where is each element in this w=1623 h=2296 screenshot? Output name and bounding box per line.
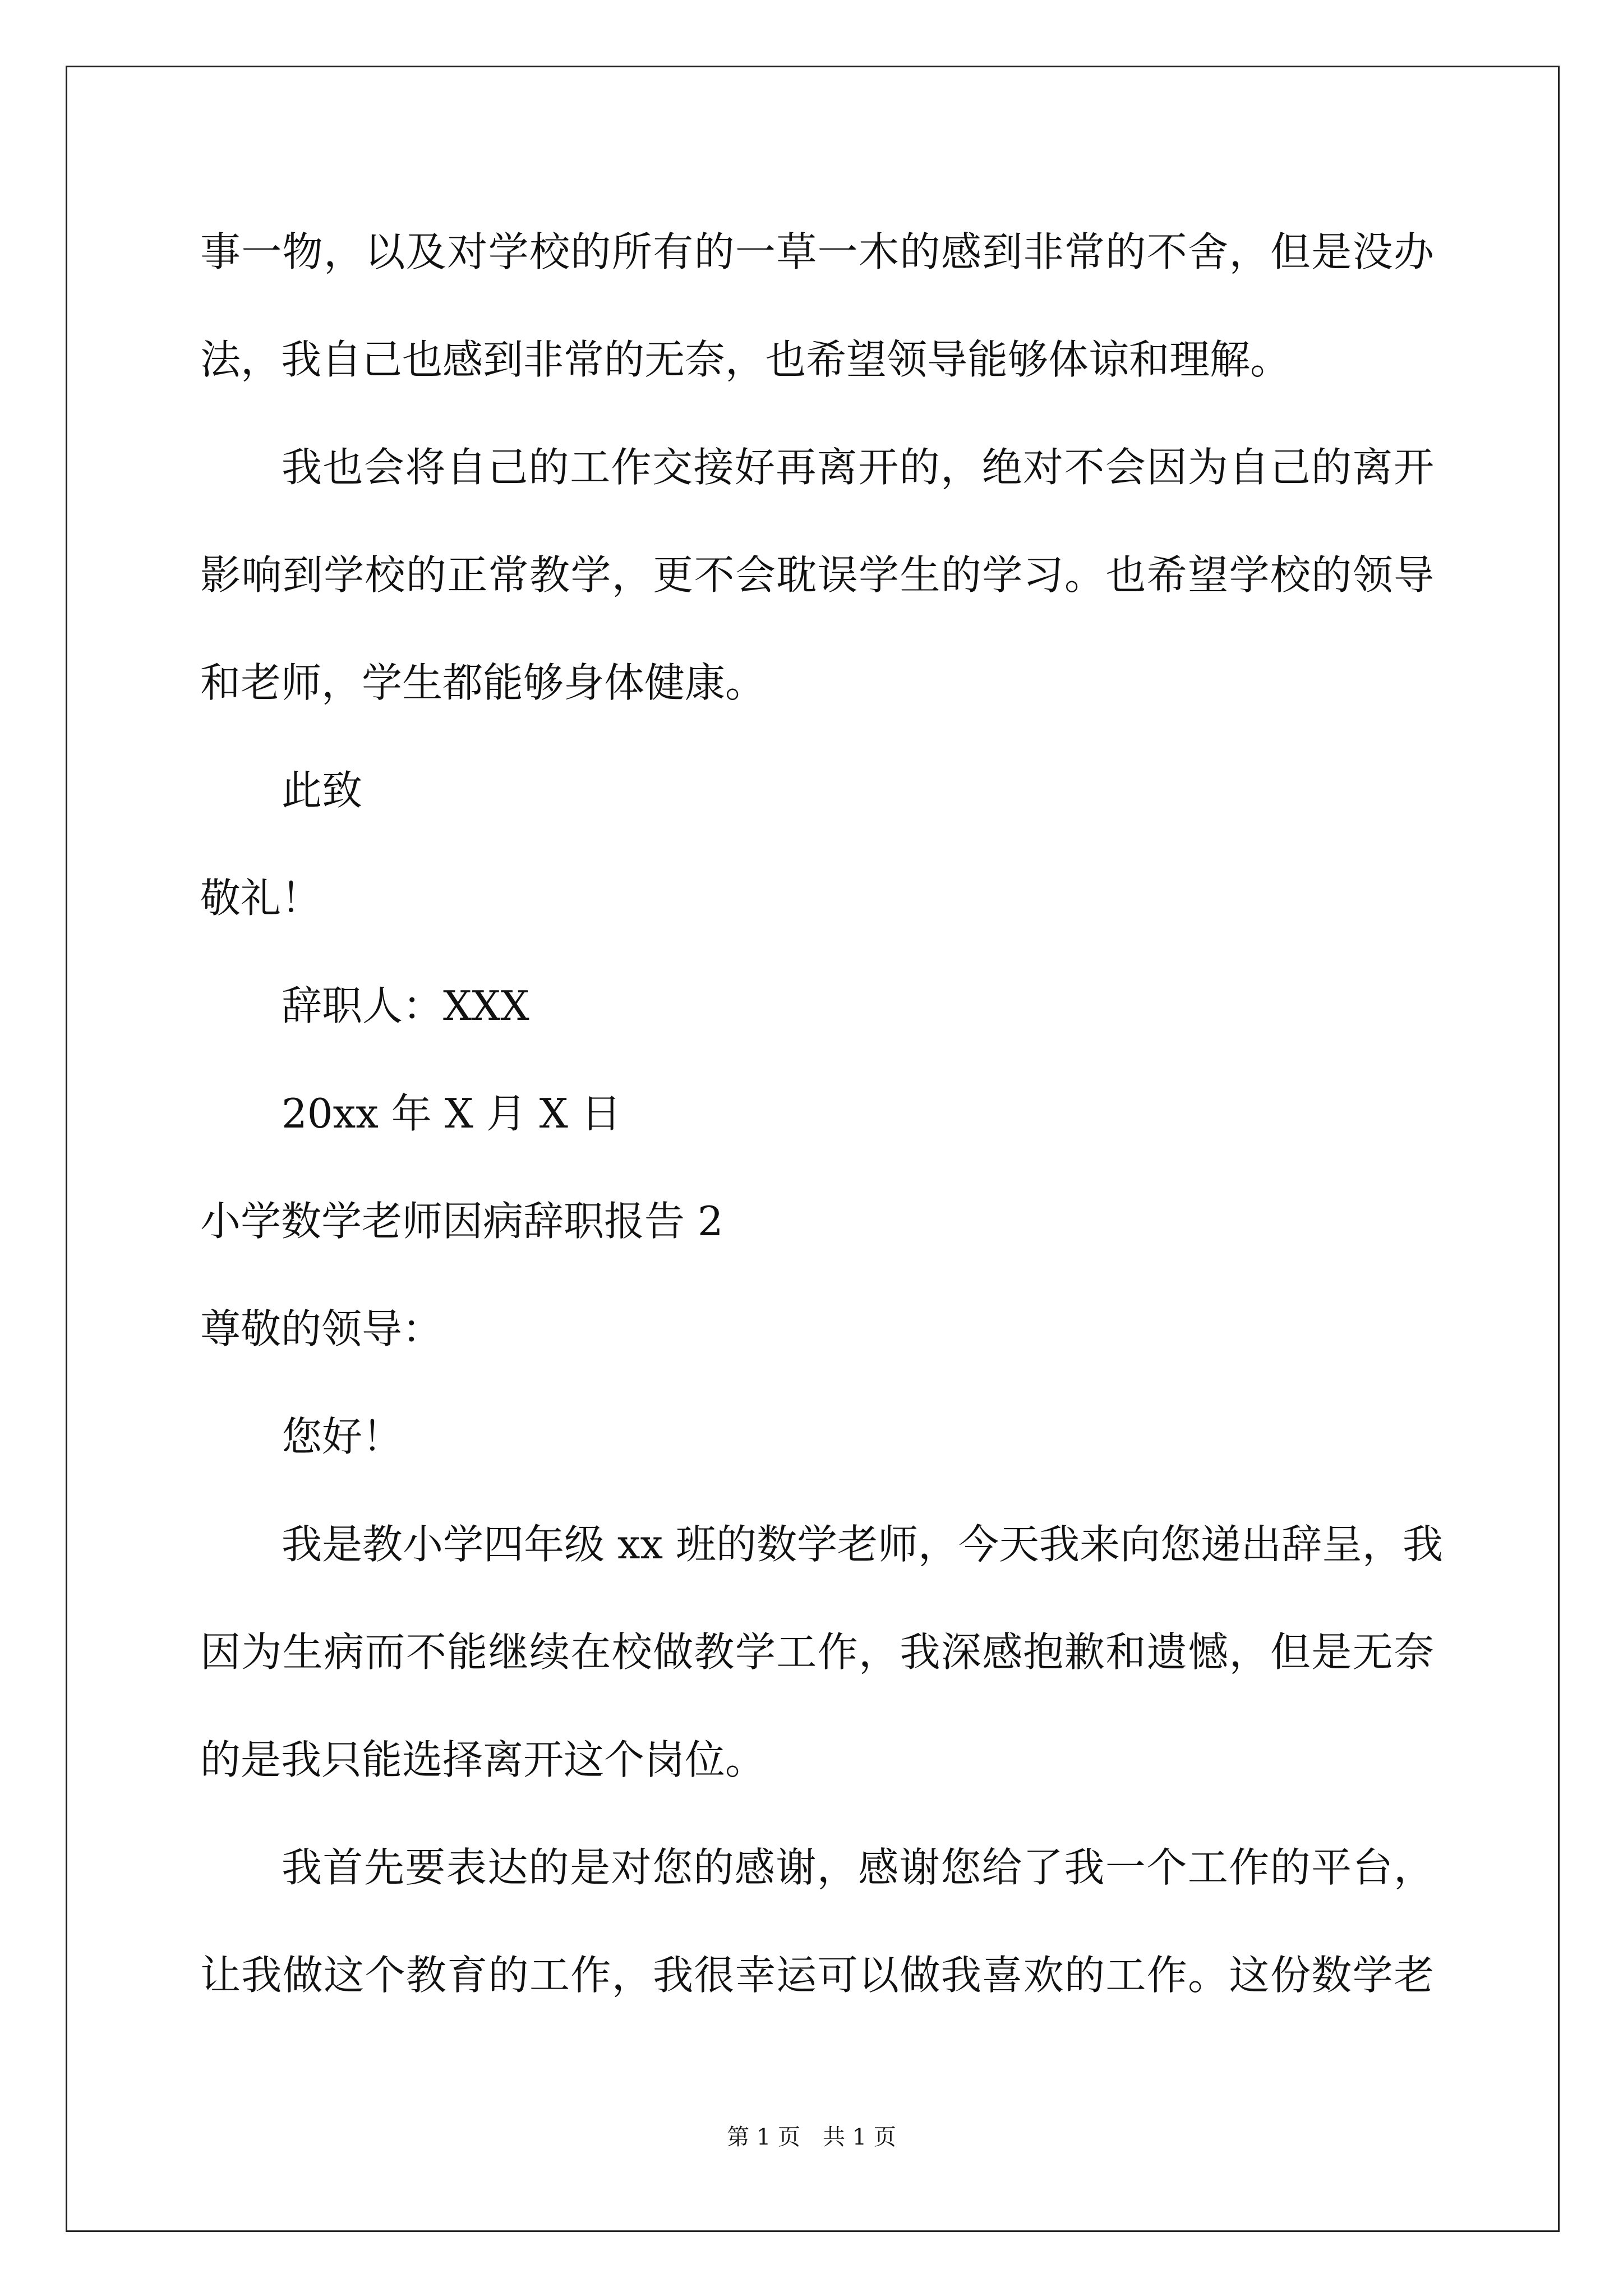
body-line-8: 的是我只能选择离开这个岗位。 (200, 1736, 766, 1783)
section-title: 小学数学老师因病辞职报告 2 (200, 1198, 723, 1245)
body-line-1: 事一物，以及对学校的所有的一草一木的感到非常的不舍，但是没办 (200, 228, 1434, 275)
page-border (66, 66, 1560, 2232)
hello-line: 您好！ (282, 1413, 403, 1460)
body-line-9: 我首先要表达的是对您的感谢，感谢您给了我一个工作的平台， (282, 1844, 1434, 1891)
body-line-7: 因为生病而不能继续在校做教学工作，我深感抱歉和遗憾，但是无奈 (200, 1628, 1434, 1676)
date-line: 20xx 年 X 月 X 日 (282, 1090, 621, 1137)
regards-line: 敬礼！ (200, 875, 322, 922)
body-line-4: 影响到学校的正常教学，更不会耽误学生的学习。也希望学校的领导 (200, 551, 1434, 599)
body-line-5: 和老师，学生都能够身体健康。 (200, 659, 766, 706)
body-line-2: 法，我自己也感到非常的无奈，也希望领导能够体谅和理解。 (200, 336, 1291, 383)
body-line-10: 让我做这个教育的工作，我很幸运可以做我喜欢的工作。这份数学老 (200, 1952, 1434, 1999)
salutation-closing: 此致 (282, 767, 363, 814)
signatory-line: 辞职人：XXX (282, 982, 529, 1029)
page-footer: 第 1 页 共 1 页 (727, 2124, 896, 2150)
body-line-3: 我也会将自己的工作交接好再离开的，绝对不会因为自己的离开 (282, 444, 1434, 491)
body-line-6: 我是教小学四年级 xx 班的数学老师，今天我来向您递出辞呈，我 (282, 1521, 1443, 1568)
greeting-line: 尊敬的领导： (200, 1305, 443, 1352)
